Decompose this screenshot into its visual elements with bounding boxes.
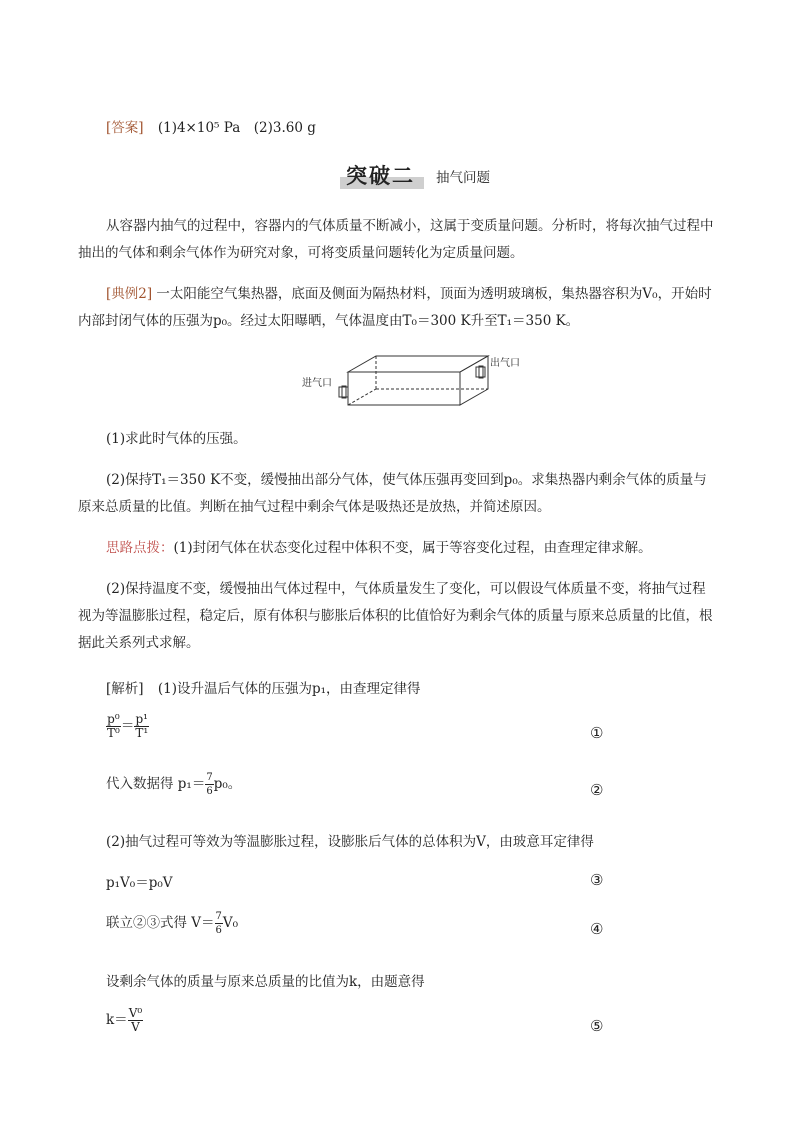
box-right-face (460, 356, 488, 405)
example-text: 一太阳能空气集热器，底面及侧面为隔热材料，顶面为透明玻璃板，集热器容积为V₀，开始时内部封闭气体的压强为p₀。经过太阳曝晒，气体温度由T₀＝300 K升至T₁＝350 K。 (78, 286, 712, 329)
eq4-numerator: 7 (215, 911, 222, 922)
equation-1 (106, 713, 149, 740)
question-1: (1)求此时气体的压强。 (106, 431, 247, 447)
eq2-denominator: 6 (206, 786, 213, 797)
eq4-denominator: 6 (215, 925, 222, 936)
box-top-face (348, 356, 488, 372)
inlet-valve (339, 387, 348, 397)
eq5-prefix: k＝ (106, 1012, 128, 1028)
outlet-valve (476, 367, 485, 377)
outlet-label: 出气口 (490, 358, 520, 369)
question-2: (2)保持T₁＝350 K不变，缓慢抽出部分气体，使气体压强再变回到p₀。求集热器内剩余气体的质量与原来总质量的比值。判断在抽气过程中剩余气体是吸热还是放热，并简述原因。 (78, 472, 707, 515)
eq4-fraction (215, 910, 223, 937)
answer-line (106, 116, 316, 136)
eq4-suffix: V₀ (222, 915, 239, 931)
hint-text: (1)封闭气体在状态变化过程中体积不变，属于等容变化过程，由查理定律求解。 (173, 540, 652, 556)
eq2-numerator: 7 (206, 772, 213, 783)
equation-3: p₁V₀＝p₀V (106, 875, 173, 891)
eq5-numerator: V⁰ (128, 1006, 143, 1020)
inlet-valve-inner (342, 386, 346, 398)
solution-line-1 (106, 677, 421, 697)
eq2-prefix: 代入数据得 p₁＝ (106, 776, 206, 792)
eq2-suffix: p₀。 (213, 776, 242, 792)
collector-figure (290, 348, 530, 410)
eq1-number: ① (590, 724, 604, 742)
intro-paragraph: 从容器内抽气的过程中，容器内的气体质量不断减小，这属于变质量问题。分析时，将每次抽气过程中抽出的气体和剩余气体作为研究对象，可将变质量问题转化为定质量问题。 (78, 218, 714, 261)
eq1-right-fraction (134, 713, 149, 740)
eq1-left-fraction (106, 713, 121, 740)
hidden-edge-diagonal (348, 389, 376, 405)
inlet-label: 进气口 (302, 378, 332, 389)
section-title: 突破二 (346, 164, 415, 188)
equation-5 (106, 1007, 143, 1034)
eq4-prefix: 联立②③式得 V＝ (106, 915, 215, 931)
eq1-equals: ＝ (120, 718, 135, 734)
eq4-number: ④ (590, 920, 604, 938)
eq1-left-numerator: p⁰ (107, 712, 120, 726)
eq1-left-denominator: T⁰ (107, 726, 120, 740)
section-subtitle: 抽气问题 (436, 170, 490, 186)
eq1-right-denominator: T¹ (135, 726, 149, 740)
eq2-fraction (205, 771, 213, 798)
hint-tag: 思路点拨： (106, 540, 174, 556)
solution-text-1: (1)设升温后气体的压强为p₁，由查理定律得 (157, 681, 421, 697)
eq2-number: ② (590, 781, 604, 799)
section-heading (340, 160, 490, 190)
hint-paragraph-2: (2)保持温度不变，缓慢抽出气体过程中，气体质量发生了变化，可以假设气体质量不变，将抽气过程视为等温膨胀过程，稳定后，原有体积与膨胀后体积的比值恰好为剩余气体的质量与原来总质量的比值，根据此关系列式求解。 (78, 581, 713, 651)
example-tag: [典例2] (106, 286, 153, 302)
example-paragraph (78, 281, 718, 335)
equation-2 (106, 771, 241, 798)
hint-paragraph (78, 535, 718, 562)
eq5-fraction (128, 1007, 143, 1034)
answer-tag: [答案] (106, 120, 144, 136)
eq5-denominator: V (131, 1020, 140, 1034)
outlet-valve-inner (479, 366, 483, 378)
eq3-number: ③ (590, 871, 604, 889)
eq1-right-numerator: p¹ (135, 712, 148, 726)
solution-line-2: (2)抽气过程可等效为等温膨胀过程，设膨胀后气体的总体积为V，由玻意耳定律得 (106, 834, 594, 850)
solution-tag: [解析] (106, 681, 144, 697)
eq5-number: ⑤ (590, 1017, 604, 1035)
solution-line-3: 设剩余气体的质量与原来总质量的比值为k，由题意得 (106, 974, 425, 990)
equation-4 (106, 910, 238, 937)
answer-text: (1)4×10⁵ Pa (2)3.60 g (157, 120, 316, 136)
